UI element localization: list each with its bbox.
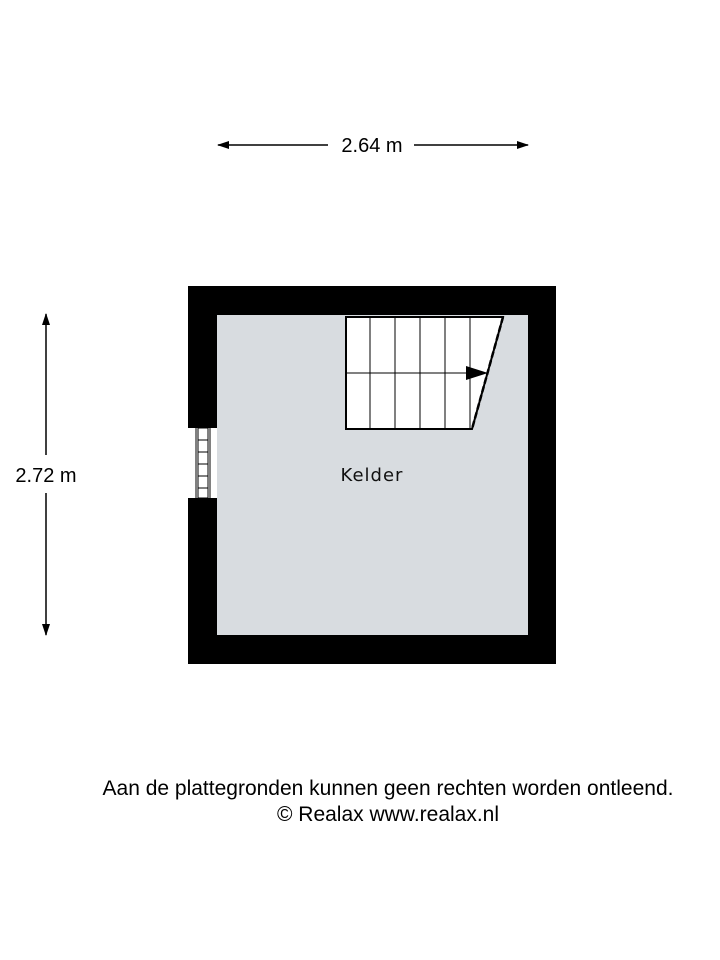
- copyright-text: © Realax www.realax.nl: [276, 803, 500, 826]
- width-dimension: [218, 135, 528, 157]
- width-dimension-label: 2.64 m: [341, 135, 403, 157]
- height-dimension-label: 2.72 m: [15, 465, 77, 487]
- height-dimension: [15, 314, 76, 635]
- room-label: Kelder: [340, 465, 404, 486]
- window: [188, 428, 217, 498]
- disclaimer-text: Aan de plattegronden kunnen geen rechten worden ontleend.: [102, 777, 674, 800]
